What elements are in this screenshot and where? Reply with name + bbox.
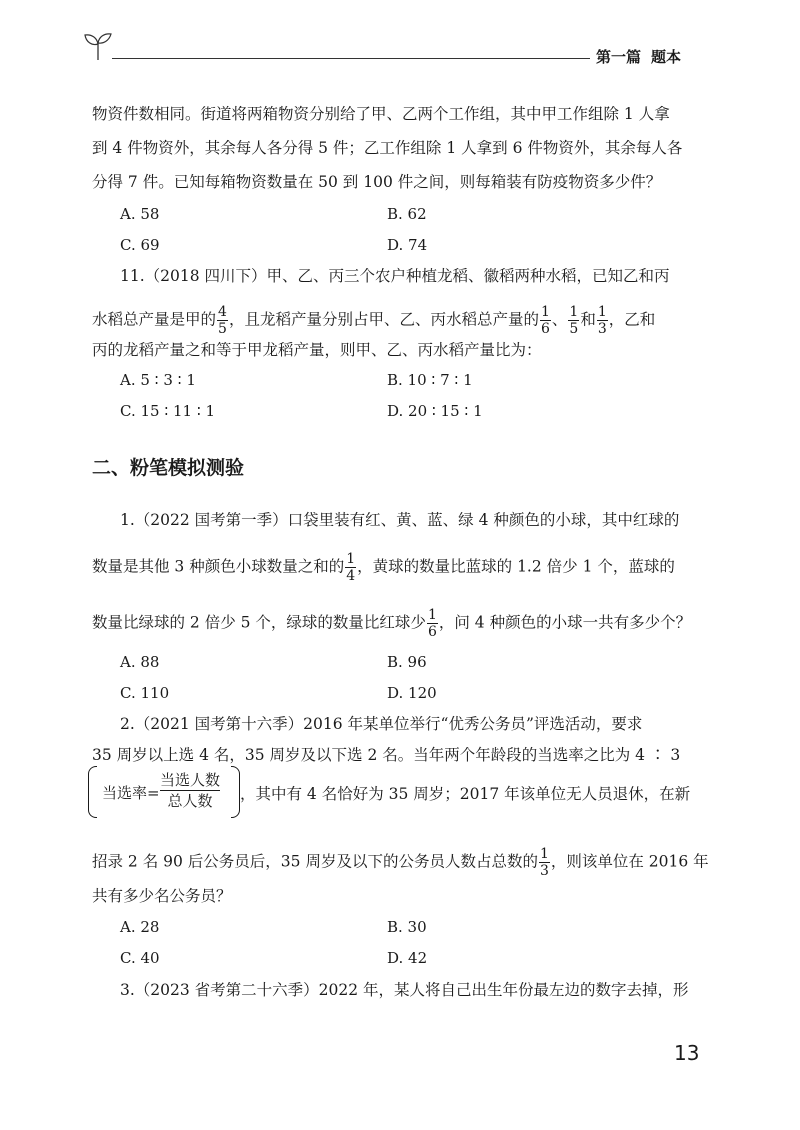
- def-fraction: 当选人数 总人数: [160, 771, 221, 810]
- header-part: 第一篇: [596, 48, 642, 66]
- text-run: ，且龙稻产量分别占甲、乙、丙水稻总产量的: [228, 310, 539, 329]
- page-number: 13: [674, 1041, 700, 1065]
- fraction: $\frac{1}{3}$: [597, 304, 607, 337]
- sprout-icon: [82, 32, 114, 62]
- option-b: B. 96: [387, 653, 427, 671]
- question-1-line: [92, 607, 691, 640]
- text-run: 招录 2 名 90 后公务员后，35 周岁及以下的公务员人数占总数的: [92, 852, 538, 871]
- question-text-line: 到 4 件物资外，其余每人各分得 5 件；乙工作组除 1 人拿到 6 件物资外，其余每人各: [92, 139, 683, 157]
- header-section: 题本: [651, 48, 682, 66]
- question-1-line: 1.（2022 国考第一季）口袋里装有红、黄、蓝、绿 4 种颜色的小球，其中红球的: [120, 511, 680, 529]
- option-a: A. 5 ∶ 3 ∶ 1: [120, 371, 196, 389]
- question-11-line: [92, 304, 655, 337]
- section-heading: 二、粉笔模拟测验: [92, 457, 245, 479]
- question-2-line: [92, 846, 709, 879]
- option-d: D. 20 ∶ 15 ∶ 1: [387, 402, 483, 420]
- option-b: B. 62: [387, 205, 427, 223]
- option-b: B. 10 ∶ 7 ∶ 1: [387, 371, 473, 389]
- option-c: C. 15 ∶ 11 ∶ 1: [120, 402, 216, 420]
- fraction: $\frac{1}{6}$: [427, 607, 437, 640]
- option-a: A. 88: [120, 653, 160, 671]
- fraction: $\frac{1}{5}$: [569, 304, 579, 337]
- right-paren: [231, 766, 240, 818]
- question-2-line: 35 周岁以上选 4 名，35 周岁及以下选 2 名。当年两个年龄段的当选率之比为 4 ∶ 3: [92, 746, 681, 764]
- def-label: 当选率=: [102, 784, 160, 802]
- question-text-line: 分得 7 件。已知每箱物资数量在 50 到 100 件之间，则每箱装有防疫物资多少件？: [92, 173, 662, 191]
- option-c: C. 110: [120, 684, 170, 702]
- text-run: ，问 4 种颜色的小球一共有多少个？: [438, 613, 692, 632]
- question-2-line: 共有多少名公务员？: [92, 887, 232, 905]
- fraction: $\frac{1}{6}$: [540, 304, 550, 337]
- text-run: 数量比绿球的 2 倍少 5 个，绿球的数量比红球少: [92, 613, 426, 632]
- fraction: $\frac{1}{4}$: [346, 551, 356, 584]
- question-text-line: 物资件数相同。街道将两箱物资分别给了甲、乙两个工作组，其中甲工作组除 1 人拿: [92, 105, 670, 123]
- left-paren: [88, 766, 97, 818]
- text-run: 、: [551, 310, 568, 329]
- text-run: 数量是其他 3 种颜色小球数量之和的: [92, 557, 345, 576]
- text-run: 水稻总产量是甲的: [92, 310, 217, 329]
- text-run: 和: [580, 310, 596, 329]
- question-2-line: 2.（2021 国考第十六季）2016 年某单位举行“优秀公务员”评选活动，要求: [120, 715, 643, 733]
- fraction: $\frac{1}{3}$: [539, 846, 549, 879]
- text-run: ，黄球的数量比蓝球的 1.2 倍少 1 个，蓝球的: [357, 557, 675, 576]
- option-a: A. 58: [120, 205, 160, 223]
- selection-rate-definition: [88, 766, 240, 820]
- option-d: D. 74: [387, 236, 428, 254]
- option-c: C. 40: [120, 949, 160, 967]
- option-a: A. 28: [120, 918, 160, 936]
- option-d: D. 42: [387, 949, 428, 967]
- question-2-line: ，其中有 4 名恰好为 35 周岁；2017 年该单位无人员退休，在新: [240, 785, 691, 803]
- option-c: C. 69: [120, 236, 160, 254]
- header-rule: [112, 58, 590, 59]
- text-run: ，乙和: [608, 310, 656, 329]
- option-d: D. 120: [387, 684, 437, 702]
- question-3-line: 3.（2023 省考第二十六季）2022 年，某人将自己出生年份最左边的数字去掉，形: [120, 981, 689, 999]
- running-header: [596, 46, 691, 67]
- question-11-line: 11.（2018 四川下）甲、乙、丙三个农户种植龙稻、徽稻两种水稻，已知乙和丙: [120, 267, 670, 285]
- option-b: B. 30: [387, 918, 427, 936]
- question-11-line: 丙的龙稻产量之和等于甲龙稻产量，则甲、乙、丙水稻产量比为：: [92, 341, 542, 359]
- text-run: ，则该单位在 2016 年: [550, 852, 709, 871]
- fraction: $\frac{4}{5}$: [218, 304, 227, 337]
- question-1-line: [92, 551, 675, 584]
